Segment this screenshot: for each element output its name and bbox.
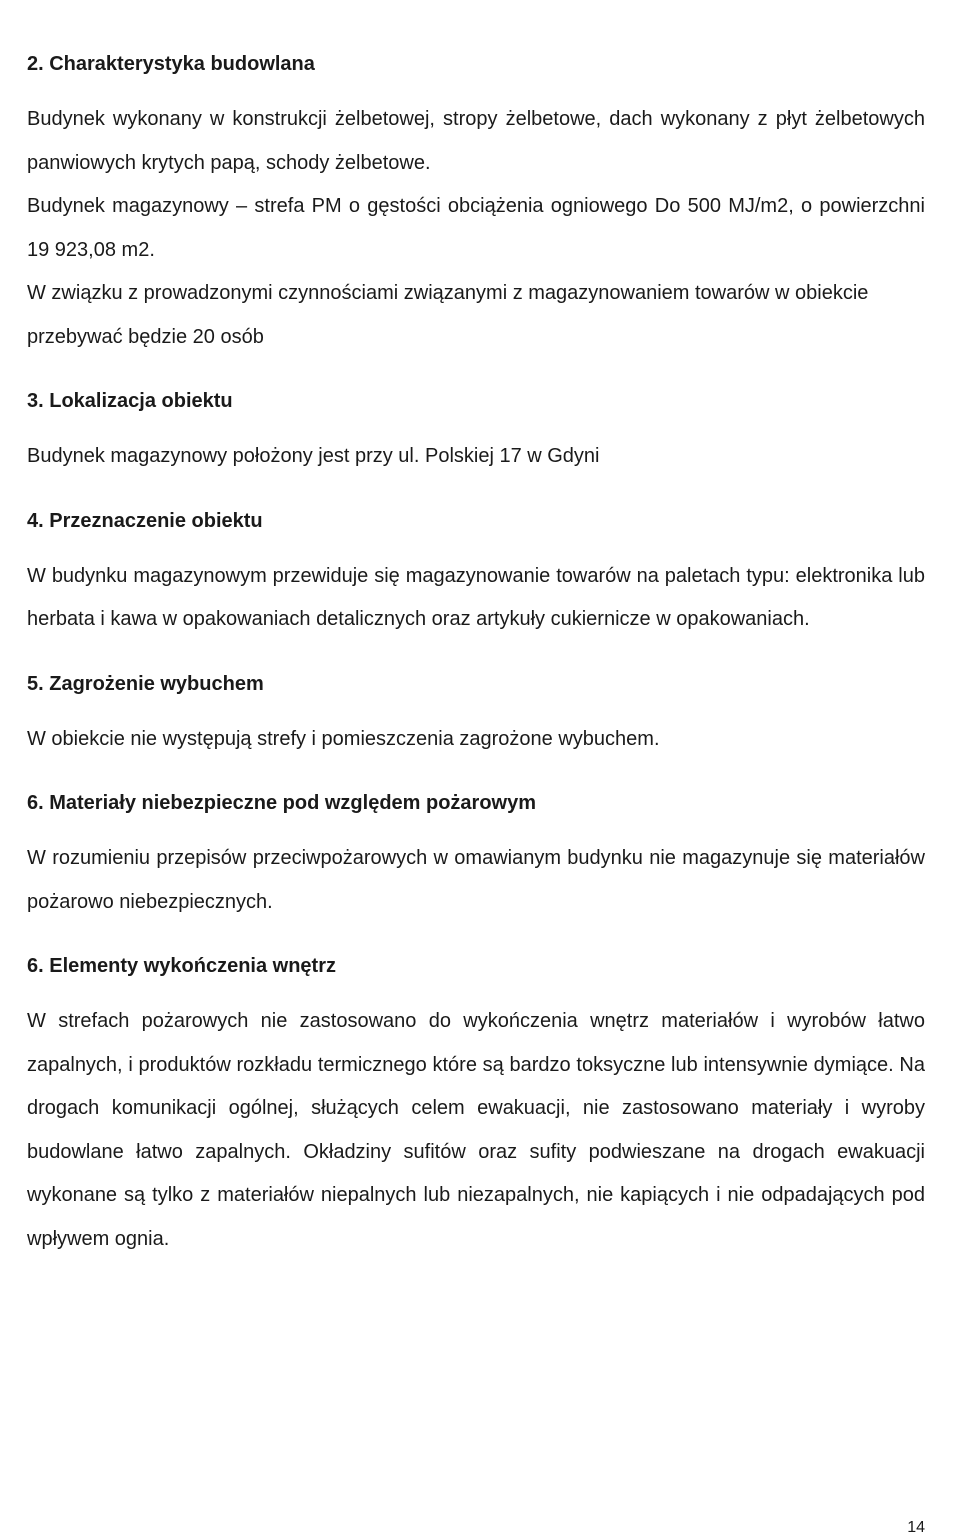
section-3-paragraph-1: Budynek magazynowy położony jest przy ul. Polskiej 17 w Gdyni xyxy=(27,445,600,467)
section-5-heading: 5. Zagrożenie wybuchem xyxy=(27,672,264,695)
section-6-materials-heading: 6. Materiały niebezpieczne pod względem pożarowym xyxy=(27,792,537,814)
section-3-heading: 3. Lokalizacja obiektu xyxy=(27,390,233,412)
page-number: 14 xyxy=(907,1519,925,1536)
section-5-paragraph-1: W obiekcie nie występują strefy i pomieszczenia zagrożone wybuchem. xyxy=(27,727,660,750)
section-6-finishing-paragraph: W strefach pożarowych nie zastosowano do wykończenia wnętrz materiałów i wyrobów łatwo zapalnych, i produktów rozkładu termicznego które są bardzo toksyczne lub intensywnie dymiące. Na drogach komunikacji ogólnej, służących celem ewakuacji, nie zastosowano materiały i wyroby budowlane łatwo zapalnych. Okładziny sufitów oraz sufity podwieszane na drogach ewakuacji wykonane są tylko z materiałów niepalnych lub niezapalnych, nie kapiących i nie odpadających pod wpływem ognia. xyxy=(27,1010,925,1250)
section-2-paragraph-2: Budynek magazynowy – strefa PM o gęstości obciążenia ogniowego Do 500 MJ/m2, o powierzchni 19 923,08 m2. xyxy=(27,195,925,261)
section-4-heading: 4. Przeznaczenie obiektu xyxy=(27,509,263,532)
section-6-finishing-heading: 6. Elementy wykończenia wnętrz xyxy=(27,955,336,977)
section-4-paragraph-1: W budynku magazynowym przewiduje się magazynowanie towarów na paletach typu: elektronika lub herbata i kawa w opakowaniach detalicznych oraz artykuły cukiernicze w opakowaniach. xyxy=(27,564,925,630)
document-page xyxy=(27,42,925,1261)
section-2-heading: 2. Charakterystyka budowlana xyxy=(27,53,315,75)
section-2-paragraph-3: W związku z prowadzonymi czynnościami związanymi z magazynowaniem towarów w obiekcie przebywać będzie 20 osób xyxy=(27,282,869,348)
section-6-materials-paragraph: W rozumieniu przepisów przeciwpożarowych w omawianym budynku nie magazynuje się materiałów pożarowo niebezpiecznych. xyxy=(27,847,925,913)
section-2-paragraph-1: Budynek wykonany w konstrukcji żelbetowej, stropy żelbetowe, dach wykonany z płyt żelbetowych panwiowych krytych papą, schody żelbetowe. xyxy=(27,108,925,174)
